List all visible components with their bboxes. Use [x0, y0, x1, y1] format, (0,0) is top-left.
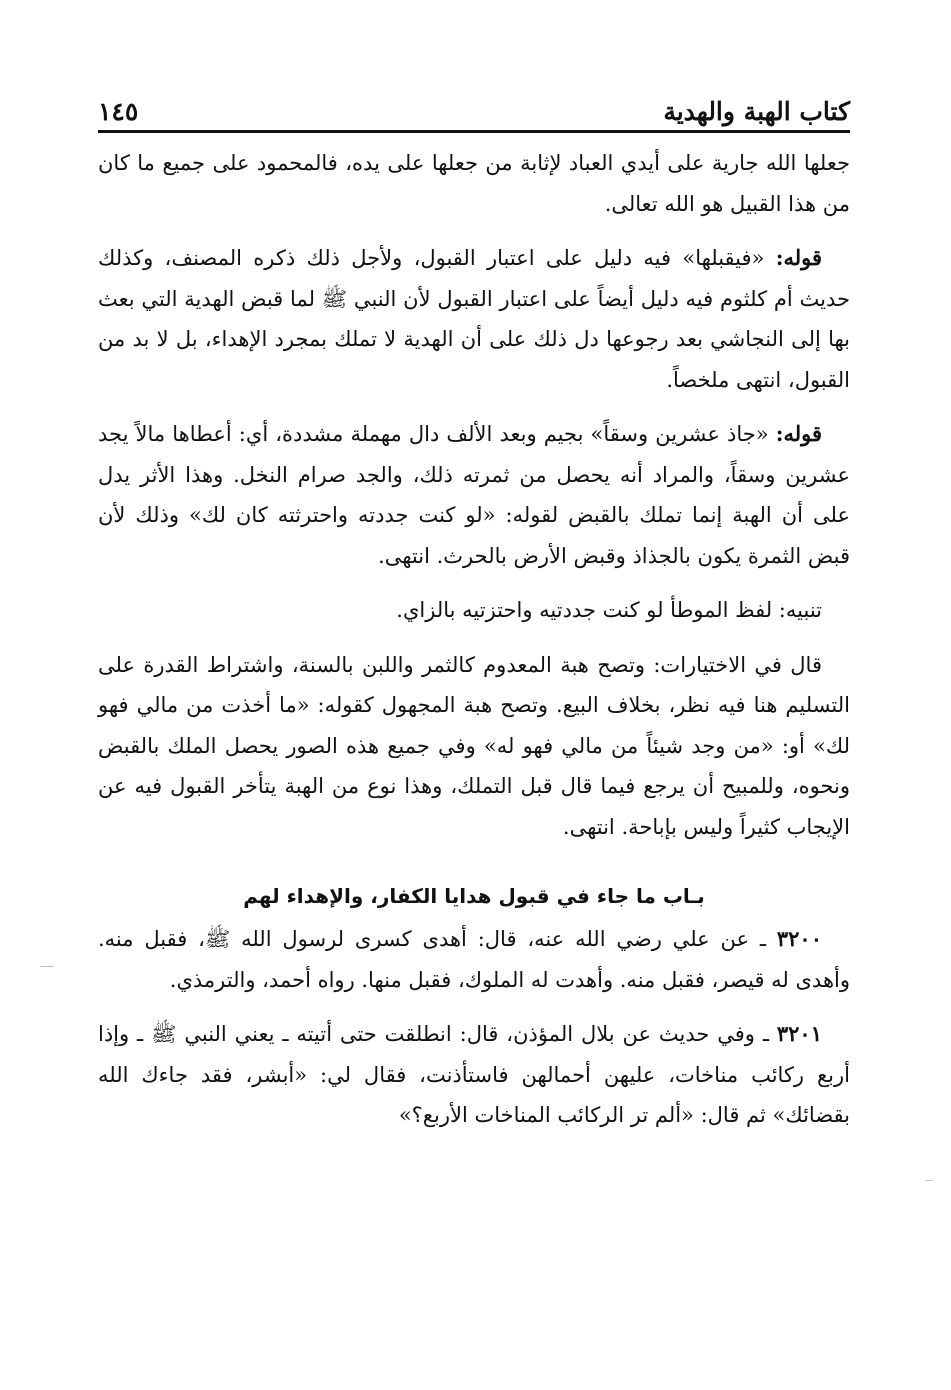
hadith-3201 — [98, 1014, 850, 1136]
book-page — [98, 82, 850, 1136]
hadith-text: ـ عن علي رضي الله عنه، قال: أهدى كسرى لرسول الله ﷺ، فقبل منه. وأهدى له قيصر، فقبل منه. وأهدت له الملوك، فقبل منها. رواه أحمد، والترمذي. — [98, 927, 850, 992]
paragraph-commentary-2 — [98, 414, 850, 576]
hadith-number: ٣٢٠٠ — [776, 926, 822, 951]
running-title: كتاب الهبة والهدية — [663, 97, 850, 126]
scan-margin-mark — [40, 966, 54, 967]
scan-margin-mark — [925, 1180, 933, 1181]
paragraph-ikhtiyarat: قال في الاختيارات: وتصح هبة المعدوم كالثمر واللبن بالسنة، واشتراط القدرة على التسليم هنا فيه نظر، بخلاف البيع. وتصح هبة المجهول كقوله: «ما أخذت من مالي فهو لك» أو: «من وجد شيئاً من مالي فهو له» وفي جميع هذه الصور يحصل الملك بالقبض ونحوه، وللمبيح أن يرجع فيما قال قبل التملك، وهذا نوع من الهبة يتأخر القبول فيه عن الإيجاب كثيراً وليس بإباحة. انتهى. — [98, 652, 850, 839]
paragraph-continuation: جعلها الله جارية على أيدي العباد لإثابة من جعلها على يده، فالمحمود على جميع ما كان من هذا القبيل هو الله تعالى. — [98, 151, 850, 216]
commentary-lead: قوله: — [775, 245, 822, 270]
commentary-lead: قوله: — [775, 421, 822, 446]
hadith-text: ـ وفي حديث عن بلال المؤذن، قال: انطلقت حتى أتيته ـ يعني النبي ﷺ ـ وإذا أربع ركائب مناخات، عليهن أحمالهن فاستأذنت، فقال لي: «أبشر، فقد جاءك الله بقضائك» ثم قال: «ألم تر الركائب المناخات الأربع؟» — [98, 1022, 850, 1127]
page-number: ١٤٥ — [98, 97, 139, 126]
hadith-3200 — [98, 919, 850, 1000]
chapter-heading: بـاب ما جاء في قبول هدايا الكفار، والإهداء لهم — [243, 884, 705, 908]
commentary-text: «فيقبلها» فيه دليل على اعتبار القبول، ولأجل ذلك ذكره المصنف، وكذلك حديث أم كلثوم فيه دليل أيضاً على اعتبار القبول لأن النبي ﷺ لما قبض الهدية التي بعث بها إلى النجاشي بعد رجوعها دل ذلك على أن الهدية لا تملك بمجرد الإهداء، بل لا بد من القبول، انتهى ملخصاً. — [98, 246, 850, 392]
page-header — [98, 82, 850, 133]
paragraph-note: تنبيه: لفظ الموطأ لو كنت جددتيه واحتزتيه بالزاي. — [396, 598, 822, 622]
hadith-number: ٣٢٠١ — [776, 1021, 822, 1046]
commentary-text: «جاذ عشرين وسقاً» بجيم وبعد الألف دال مهملة مشددة، أي: أعطاها مالاً يجد عشرين وسقاً، والمراد أنه يحصل من ثمرته ذلك، والجد صرام النخل. وهذا الأثر يدل على أن الهبة إنما تملك بالقبض لقوله: «لو كنت جددته واحترثته كان لك» وذلك لأن قبض الثمرة يكون بالجذاذ وقبض الأرض بالحرث. انتهى. — [98, 422, 850, 568]
paragraph-commentary-1 — [98, 238, 850, 400]
